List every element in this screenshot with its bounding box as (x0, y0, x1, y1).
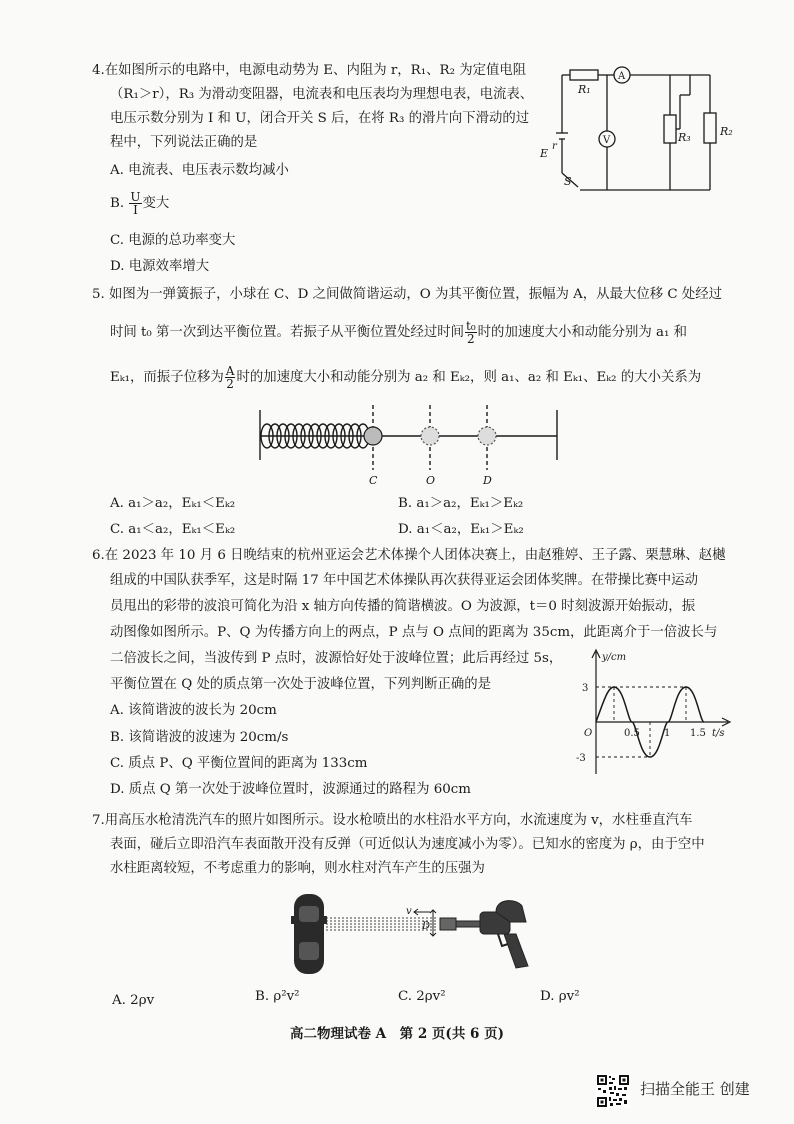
ball-at-o (421, 427, 439, 445)
q5-spring-diagram (255, 400, 565, 490)
y-axis-label: y/cm (602, 652, 627, 663)
q5-line-2 (110, 320, 687, 345)
q6-line-2: 组成的中国队获季军，这是时隔 17 年中国艺术体操队再次获得亚运会团体奖牌。在带操比赛中运动 (110, 573, 698, 588)
q6-option-d: D. 质点 Q 第一次处于波峰位置时，波源通过的路程为 60cm (110, 782, 471, 797)
q6-line-4: 动图像如图所示。P、Q 为传播方向上的两点，P 点与 O 点间的距离为 35cm，此距离介于一倍波长与 (110, 625, 718, 640)
tick-x-0-5: 0.5 (624, 728, 640, 739)
d-label: D (483, 474, 492, 487)
q4-option-b (110, 191, 169, 216)
q7-option-d: D. ρv² (540, 989, 580, 1004)
r1-resistor (570, 70, 598, 80)
r3-resistor (664, 115, 676, 143)
q4-option-b-suffix: 变大 (142, 196, 170, 211)
q5-line-3 (110, 365, 701, 390)
q6-line-1: 6.在 2023 年 10 月 6 日晚结束的杭州亚运会艺术体操个人团体决赛上，由赵雅婷、王子露、栗慧琳、赵樾 (92, 548, 726, 563)
r2-resistor (704, 113, 716, 143)
q6-line-5: 二倍波长之间，当波传到 P 点时，波源恰好处于波峰位置；此后再经过 5s， (110, 651, 563, 666)
q6-vibration-graph (570, 646, 745, 776)
fraction-denominator: 2 (467, 332, 475, 346)
q5-amplitude-fraction (225, 365, 236, 390)
fraction-numerator: t₀ (466, 319, 476, 333)
q4-line-4: 程中，下列说法正确的是 (110, 135, 258, 150)
r2-label: R₂ (720, 125, 733, 138)
water-gun-icon (440, 901, 528, 968)
q5-t0-fraction (465, 320, 477, 345)
q7-option-c: C. 2ρv² (398, 989, 446, 1004)
origin-label: O (584, 728, 593, 739)
q6-option-b: B. 该简谐波的波速为 20cm/s (110, 730, 289, 745)
tick-y-3: 3 (582, 683, 589, 694)
c-label: C (369, 474, 378, 487)
q5-line-1: 5. 如图为一弹簧振子，小球在 C、D 之间做简谐运动，O 为其平衡位置，振幅为 A，从最大位移 C 处经过 (92, 287, 723, 302)
fraction-numerator: U (130, 190, 141, 204)
ball-at-c (364, 427, 382, 445)
switch-label: S (564, 175, 572, 188)
internal-resistance-label: r (552, 141, 557, 152)
q7-line-2: 表面，碰后立即沿汽车表面散开没有反弹（可近似认为速度减小为零）。已知水的密度为 ρ，由于空中 (110, 837, 705, 852)
q5-line-2-a: 时间 t₀ 第一次到达平衡位置。若振子从平衡位置处经过时间 (110, 325, 465, 340)
q4-option-c: C. 电源的总功率变大 (110, 233, 236, 248)
q4-line-3: 电压示数分别为 I 和 U，闭合开关 S 后，在将 R₃ 的滑片向下滑动的过 (110, 111, 530, 126)
q5-option-a: A. a₁＞a₂，Eₖ₁＜Eₖ₂ (110, 496, 236, 511)
q7-line-3: 水柱距离较短，不考虑重力的影响，则水柱对汽车产生的压强为 (110, 861, 485, 876)
car-icon (291, 894, 327, 974)
q5-line-3-b: 时的加速度大小和动能分别为 a₂ 和 Eₖ₂，则 a₁、a₂ 和 Eₖ₁、Eₖ₂ 的大小关系为 (236, 370, 702, 385)
q5-line-3-a: Eₖ₁，而振子位移为 (110, 370, 224, 385)
tick-x-1-5: 1.5 (690, 728, 706, 739)
q4-option-a: A. 电流表、电压表示数均减小 (110, 163, 289, 178)
r3-label: R₃ (678, 131, 691, 144)
q7-water-gun-figure (290, 888, 550, 980)
q7-option-b: B. ρ²v² (255, 989, 300, 1004)
scanner-watermark: 扫描全能王 创建 (640, 1080, 750, 1098)
t-axis-label: t/s (712, 728, 725, 739)
q7-line-1: 7.用高压水枪清洗汽车的照片如图所示。设水枪喷出的水柱沿水平方向，水流速度为 v，水柱垂直汽车 (92, 813, 693, 828)
q5-option-b: B. a₁＞a₂，Eₖ₁＞Eₖ₂ (398, 496, 524, 511)
r1-label: R₁ (578, 83, 591, 96)
tick-y-minus-3: -3 (576, 753, 586, 764)
q6-option-c: C. 质点 P、Q 平衡位置间的距离为 133cm (110, 756, 368, 771)
diameter-label: D (422, 921, 431, 932)
q6-line-6: 平衡位置在 Q 处的质点第一次处于波峰位置，下列判断正确的是 (110, 677, 492, 692)
fraction-denominator: I (133, 203, 138, 217)
o-label: O (426, 474, 436, 487)
q6-option-a: A. 该简谐波的波长为 20cm (110, 703, 277, 718)
emf-label: E (540, 147, 549, 160)
q6-line-3: 员甩出的彩带的波浪可简化为沿 x 轴方向传播的简谐横波。O 为波源，t＝0 时刻波源开始振动，振 (110, 599, 696, 614)
q4-line-1: 4.在如图所示的电路中，电源电动势为 E、内阻为 r，R₁、R₂ 为定值电阻 (92, 63, 527, 78)
fraction-denominator: 2 (226, 377, 234, 391)
ball-at-d (478, 427, 496, 445)
q5-option-d: D. a₁＜a₂，Eₖ₁＞Eₖ₂ (398, 522, 524, 537)
page-footer: 高二物理试卷 A 第 2 页(共 6 页) (289, 1026, 505, 1042)
q4-circuit-diagram (532, 55, 742, 200)
ammeter-label: A (618, 71, 626, 82)
fraction-numerator: A (225, 364, 235, 378)
voltmeter-label: V (603, 135, 611, 146)
q4-option-b-prefix: B. (110, 196, 125, 211)
q5-option-c: C. a₁＜a₂，Eₖ₁＜Eₖ₂ (110, 522, 236, 537)
q5-line-2-b: 时的加速度大小和动能分别为 a₁ 和 (477, 325, 688, 340)
velocity-label: v (406, 906, 412, 917)
tick-x-1: 1 (664, 728, 671, 739)
q7-option-a: A. 2ρv (112, 993, 155, 1008)
q4-line-2: （R₁＞r），R₃ 为滑动变阻器，电流表和电压表均为理想电表，电流表、 (110, 87, 534, 102)
q4-option-b-fraction (129, 191, 141, 216)
q4-option-d: D. 电源效率增大 (110, 259, 210, 274)
qr-code-icon (596, 1074, 630, 1108)
